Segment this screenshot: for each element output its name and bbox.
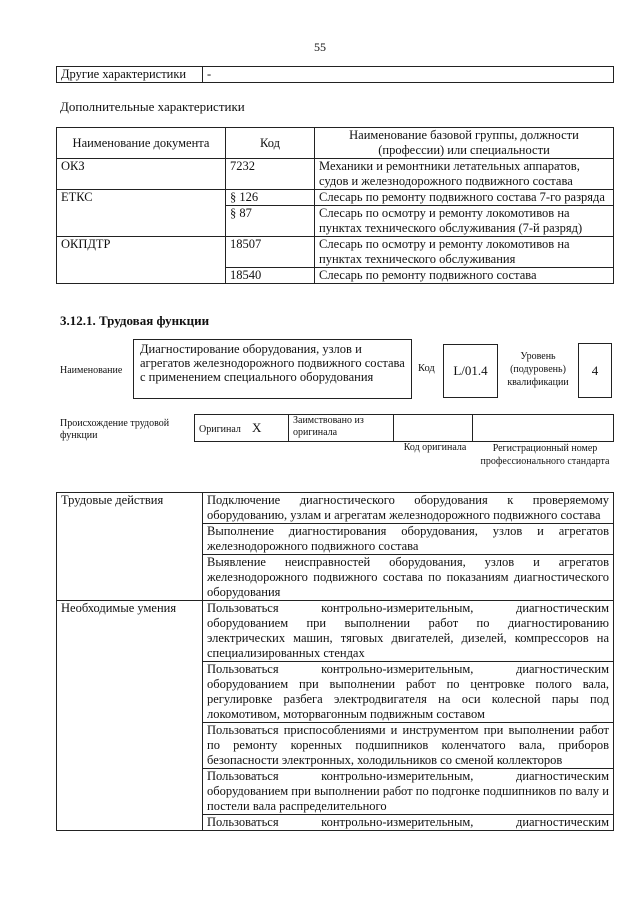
name-cell: Слесарь по ремонту подвижного состава (315, 268, 614, 284)
original-label: Оригинал (199, 424, 241, 435)
origin-table (194, 414, 614, 442)
doc-cell: ОКПДТР (57, 237, 226, 284)
origin-code-cell (394, 415, 473, 442)
additional-table (56, 127, 614, 284)
other-label: Другие характеристики (57, 67, 203, 83)
name-cell: Слесарь по ремонту подвижного состава 7-го разряда (315, 190, 614, 206)
name-label: Наименование (60, 365, 123, 376)
skill-item: Пользоваться контрольно-измерительным, диагностическим оборудованием при выполнении работ по подгонке подшипников по валу и постели вала распределительного (203, 769, 614, 815)
doc-cell: ЕТКС (57, 190, 226, 237)
actions-label: Трудовые действия (57, 493, 203, 601)
code-cell: § 126 (226, 190, 315, 206)
name-cell: Механики и ремонтники летательных аппаратов, судов и железнодорожного подвижного состава (315, 159, 614, 190)
section-title: 3.12.1. Трудовая функции (60, 313, 210, 328)
origin-label: Происхождение трудовой функции (60, 418, 170, 441)
function-code: L/01.4 (443, 344, 498, 398)
table-row (57, 493, 614, 524)
reg-caption: Регистрационный номер профессионального стандарта (480, 443, 610, 467)
skill-item: Пользоваться контрольно-измерительным, диагностическим (203, 815, 614, 831)
other-characteristics-table (56, 66, 614, 83)
header-doc: Наименование документа (57, 128, 226, 159)
table-row (57, 190, 614, 206)
page-number: 55 (314, 40, 326, 54)
code-label: Код (418, 363, 435, 374)
code-cell: 18507 (226, 237, 315, 268)
additional-heading: Дополнительные характеристики (60, 99, 245, 114)
code-cell: § 87 (226, 206, 315, 237)
other-value: - (203, 67, 614, 83)
original-mark: X (252, 420, 262, 435)
skill-item: Пользоваться контрольно-измерительным, диагностическим оборудованием при выполнении работ по диагностированию электрических машин, тяговых двигателей, дизелей, компрессоров на специализированных стендах (203, 601, 614, 662)
skill-item: Пользоваться приспособлениями и инструментом при выполнении работ по ремонту коренных подшипников коленчатого вала, приборов безопасности электронных, холодильников со сменой коллекторов (203, 723, 614, 769)
borrowed-label: Заимствовано из оригинала (289, 415, 394, 442)
action-item: Выполнение диагностирования оборудования, узлов и агрегатов железнодорожного подвижного состава (203, 524, 614, 555)
level-label: Уровень (подуровень) квалификации (507, 351, 569, 388)
action-item: Выявление неисправностей оборудования, узлов и агрегатов железнодорожного подвижного состава по показаниям диагностического оборудования (203, 555, 614, 601)
doc-cell: ОКЗ (57, 159, 226, 190)
table-row (57, 237, 614, 268)
name-cell: Слесарь по осмотру и ремонту локомотивов на пунктах технического обслуживания (7-й разряд) (315, 206, 614, 237)
table-row (57, 159, 614, 190)
function-name: Диагностирование оборудования, узлов и агрегатов железнодорожного подвижного состава с применением специального оборудования (133, 339, 412, 399)
action-item: Подключение диагностического оборудования к проверяемому оборудованию, узлам и агрегатам железнодорожного подвижного состава (203, 493, 614, 524)
skills-label: Необходимые умения (57, 601, 203, 831)
header-name: Наименование базовой группы, должности (профессии) или специальности (315, 128, 614, 159)
actions-skills-table (56, 492, 614, 831)
skill-item: Пользоваться контрольно-измерительным, диагностическим оборудованием при выполнении работ по центровке полого вала, регулировке разбега электродвигателя на оси колесной пары под локомотивом, моторвагонным подвижным составом (203, 662, 614, 723)
table-row (57, 601, 614, 662)
code-cell: 18540 (226, 268, 315, 284)
origin-reg-cell (473, 415, 614, 442)
name-cell: Слесарь по осмотру и ремонту локомотивов на пунктах технического обслуживания (315, 237, 614, 268)
qualification-level: 4 (578, 343, 612, 398)
code-cell: 7232 (226, 159, 315, 190)
header-code: Код (226, 128, 315, 159)
code-caption: Код оригинала (403, 442, 467, 453)
